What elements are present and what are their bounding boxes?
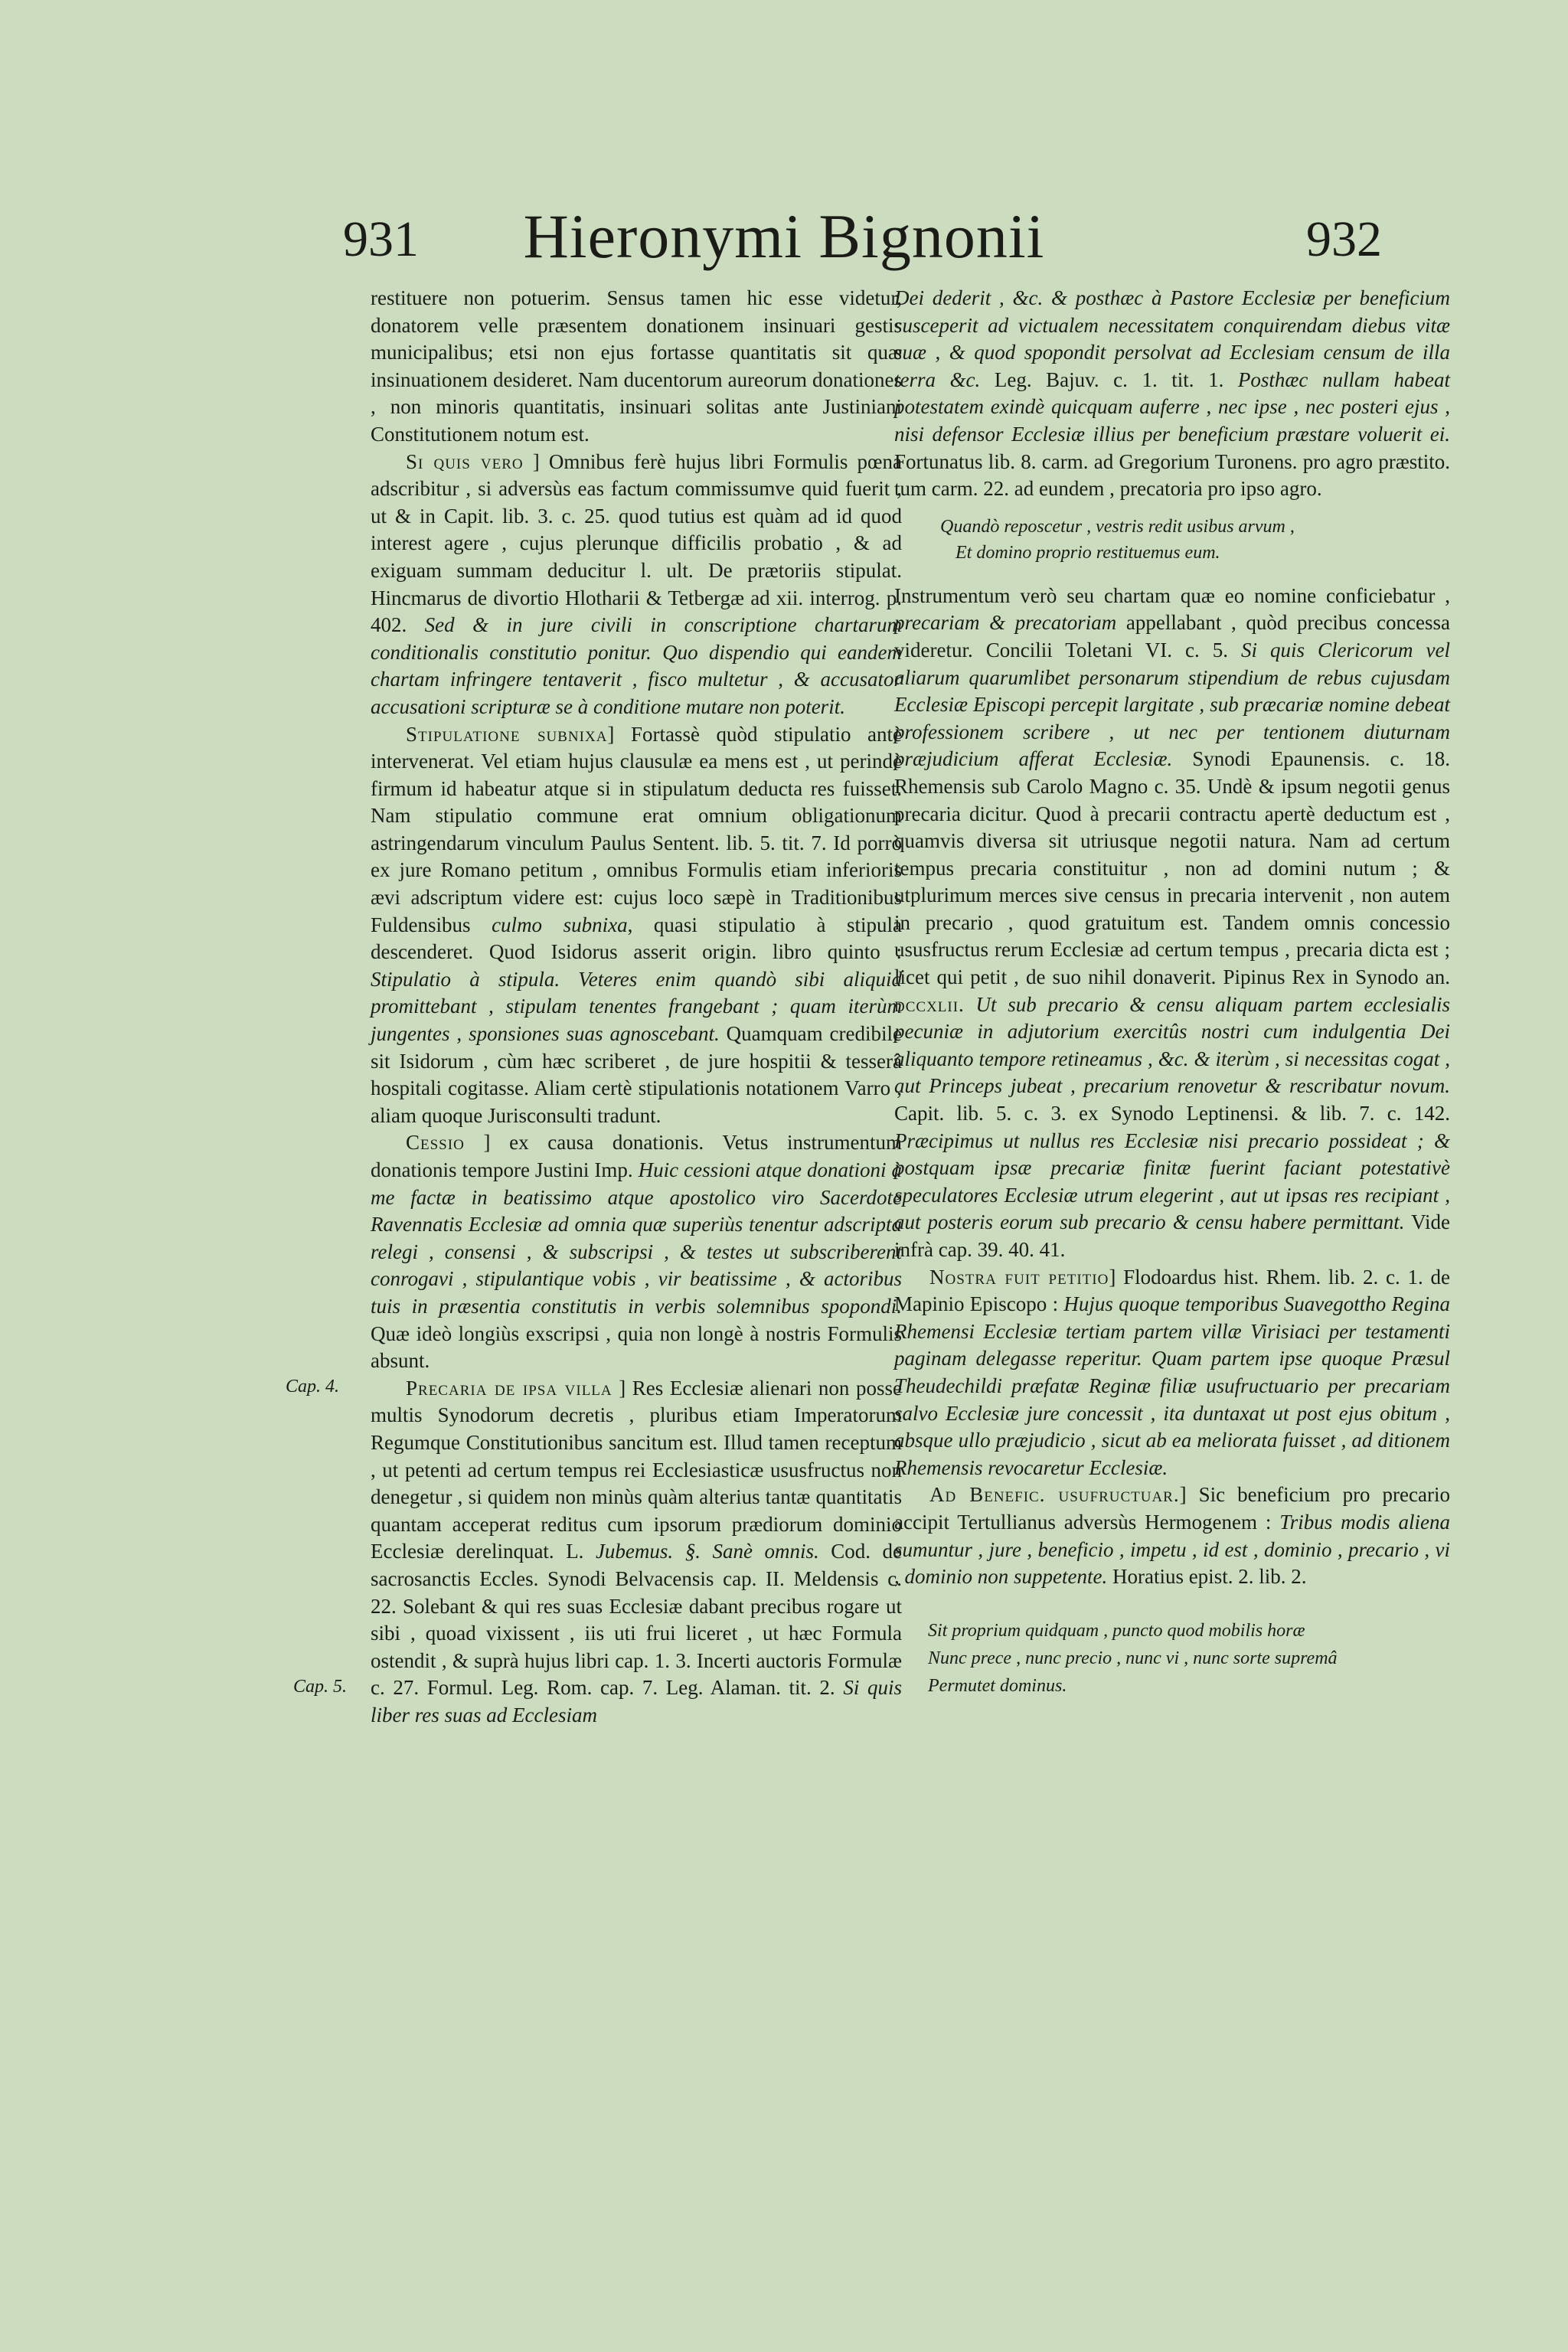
verse-quotation [940, 514, 1450, 566]
text: ] Omnibus ferè hujus libri Formulis pœna adscribitur , si adversùs eas factum commissumve quid fuerit , ut & in Capit. lib. 3. c. 25. quod tutius est quàm ad id quod interest agere , cujus plerunque difficilis probatio , & ad exiguam summam deducitur l. ult. De prætoriis stipulat. Hincmarus de divortio Hlotharii & Tetbergæ ad xii. interrog. p. 402. [371, 449, 902, 637]
verse-line: Quandò reposcetur , vestris redit usibus arvum , [940, 516, 1295, 537]
text: ] Flodoardus hist. Rhem. lib. 2. c. 1. de Mapinio Episcopo : [894, 1265, 1450, 1316]
text: restituere non potuerim. Sensus tamen hic esse videtur, donatorem velle præsentem donationem insinuari gestis municipalibus; etsi non ejus fortasse quantitatis sit quæ insinuationem desideret. Nam ducentorum aureorum donationes , non minoris quantitatis, insinuari solitas ante Justiniani Constitutionem notum est. [371, 286, 902, 446]
text: ] ex causa donationis. Vetus instrumentum donationis tempore Justini Imp. [371, 1131, 902, 1181]
paragraph [894, 583, 1450, 1264]
quotation: Sed & in jure civili in conscriptione chartarum conditionalis constitutio ponitur. Quo dispendio qui eandem chartam infringere tentaverit , fisco multetur , & accusator accusationi scripturæ se à conditione mutare non poterit. [371, 613, 903, 718]
paragraph [371, 285, 902, 449]
verse-line: Permutet dominus. [928, 1675, 1067, 1696]
paragraph [371, 1129, 902, 1374]
text: Leg. Bajuv. c. 1. tit. 1. [994, 368, 1224, 391]
quotation: Hujus quoque temporibus Suavegottho Regina Rhemensi Ecclesiæ tertiam partem villæ Virisiaci per testamenti paginam delegasse reperitur. Quam partem ipse quoque Præsul Theudechildi præfatæ Reginæ filiæ usufructuario per precariam salvo Ecclesiæ jure concessit , ita duntaxat ut post ejus obitum , absque ullo præjudicio , sicut ab ea meliorata fuisset , ad ditionem Rhemensis revocaretur Ecclesiæ. [894, 1292, 1450, 1479]
page-number-right: 932 [1306, 211, 1382, 267]
margin-note-cap-4: Cap. 4. [286, 1377, 340, 1396]
lemma: Ad Benefic. usufructuar. [929, 1483, 1180, 1507]
text: Vide infrà cap. 39. 40. 41. [894, 1210, 1450, 1261]
text: ] Fortassè quòd stipulatio antè intervenerat. Vel etiam hujus clausulæ ea mens est , ut perindè firmum id habeatur atque si in stipulatum deducta res fuisset. Nam stipulatio commune erat omnium obligationum astringendarum vinculum Paulus Sentent. lib. 5. tit. 7. Id porrò ex jure Romano petitum , omnibus Formulis etiam inferioris ævi adscriptum videre est: cujus loco sæpè in Traditionibus Fuldensibus [371, 722, 902, 936]
text: Synodi Epaunensis. c. 18. Rhemensis sub Carolo Magno c. 35. Undè & ipsum negotii genus precaria dicitur. Quod à precarii contractu apertè deductum est , quamvis diversa sit utriusque negotii natura. Nam ad certum tempus precaria constituitur , non ad domini nutum ; & utplurimum merces sive census in precaria intervenit , non autem in precario , quod gratuitum est. Tandem omnis concessio ususfructus rerum Ecclesiæ ad certum tempus , precaria dicta est ; licet qui petit , de suo nihil donaverit. Pipinus Rex in Synodo an. [894, 747, 1451, 989]
quotation: culmo subnixa [492, 913, 628, 936]
text: ] Res Ecclesiæ alienari non posse multis Synodorum decretis , pluribus etiam Imperatorum Regumque Constitutionibus sancitum est. Illud tamen receptum , ut petenti ad certum tempus rei Ecclesiasticæ ususfructus non denegetur , si quidem non minùs quàm alterius tantæ quantitatis quantam acceperat reditus cum ipsorum prædiorum dominio Ecclesiæ derelinquat. L. [371, 1376, 903, 1563]
margin-note-cap-5: Cap. 5. [293, 1677, 348, 1697]
running-head: Hieronymi Bignonii [523, 201, 1045, 271]
lemma: Si quis vero [406, 449, 524, 473]
paragraph [894, 285, 1450, 503]
text: ] Sic beneficium pro precario accipit Tertullianus adversùs Hermogenem : [894, 1483, 1450, 1534]
text: Instrumentum verò seu chartam quæ eo nomine conficiebatur , [894, 583, 1450, 607]
lemma: Cessio [406, 1131, 465, 1155]
quotation: Ut sub precario & censu aliquam partem ecclesialis pecuniæ in adjutorium exercitûs nostri cum indulgentia Dei aliquanto tempore retineamus , &c. & iterùm , si necessitas cogat , aut Princeps jubeat , precarium renovetur & rescribatur novum. [894, 992, 1451, 1098]
paragraph [371, 1375, 902, 1730]
lemma: Precaria de ipsa villa [406, 1376, 612, 1400]
left-column [371, 285, 902, 1729]
text: Horatius epist. 2. lib. 2. [1112, 1565, 1307, 1589]
paragraph [894, 1264, 1450, 1482]
quotation: Jubemus. §. Sanè omnis. [595, 1540, 819, 1563]
paragraph [371, 721, 902, 1130]
quotation: Præcipimus ut nullus res Ecclesiæ nisi precario possideat ; & postquam ipsæ precariæ finitæ fuerint faciant potestativè speculatores Ecclesiæ utrum elegerint , aut ut ipsas res recipiant , aut posteris eorum sub precario & censu habere permittant. [894, 1129, 1450, 1234]
lemma: Nostra fuit petitio [929, 1265, 1109, 1289]
paragraph [894, 1481, 1450, 1590]
text: Cod. de sacrosanctis Eccles. Synodi Belvacensis cap. II. Meldensis c. 22. Solebant & qui res suas Ecclesiæ dabant precibus rogare ut sibi , quoad vixissent , iis uti frui liceret , ut hæc Formula ostendit , & suprà hujus libri cap. 1. 3. Incerti auctoris Formulæ c. 27. Formul. Leg. Rom. cap. 7. Leg. Alaman. tit. 2. [371, 1540, 902, 1700]
text: Quæ ideò longiùs exscripsi , quia non longè à nostris Formulis absunt. [371, 1321, 902, 1373]
text: Fortunatus lib. 8. carm. ad Gregorium Turonens. pro agro præstito. tum carm. 22. ad eundem , precatoria pro ipso agro. [894, 449, 1450, 501]
quotation: Tribus modis aliena sumuntur , jure , beneficio , impetu , id est , dominio , precario , vi , dominio non suppetente. [894, 1510, 1450, 1589]
quotation: Dei dederit , &c. & posthæc à Pastore Ecclesiæ per beneficium susceperit ad victualem necessitatem conquirendam diebus vitæ suæ , & quod spopondit persolvat ad Ecclesiam censum de illa terra &c. [894, 286, 1450, 391]
quotation: Huic cessioni atque donationi à me factæ in beatissimo atque apostolico viro Sacerdote Ravennatis Ecclesiæ ad omnia quæ superiùs tenentur adscripta relegi , consensi , & subscripsi , & testes ut subscriberent conrogavi , stipulantique vobis , vir beatissime , & actoribus tuis in præsentia constitutis in verbis solemnibus spopondi. [371, 1158, 902, 1318]
quotation: precariam & precatoriam [894, 611, 1117, 635]
quotation: Stipulatio à stipula. Veteres enim quandò sibi aliquid promittebant , stipulam tenentes frangebant ; quam iterùm jungentes , sponsiones suas agnoscebant. [371, 967, 902, 1046]
text: appellabant , quòd precibus concessa videretur. Concilii Toletani VI. c. 5. [894, 611, 1451, 662]
quotation: Si quis Clericorum vel aliarum quarumlibet personarum stipendium de rebus cujusdam Ecclesiæ Episcopi percepit largitate , sub præcariæ nomine debeat professionem scribere , ut nec per tentionem diuturnam præjudicium afferat Ecclesiæ. [894, 638, 1450, 771]
verse-quotation [928, 1617, 1450, 1700]
right-column [894, 285, 1450, 1700]
text: , quasi stipulatio à stipula descenderet. Quod Isidorus asserit origin. libro quinto : [371, 913, 902, 964]
quotation: Si quis liber res suas ad Ecclesiam [371, 1676, 902, 1726]
paragraph [371, 449, 902, 721]
verse-line: Nunc prece , nunc precio , nunc vi , nunc sorte supremâ [928, 1648, 1338, 1668]
verse-line: Et domino proprio restituemus eum. [956, 542, 1220, 563]
text: Quamquam credibile sit Isidorum , cùm hæc scriberet , de jure hospitii & tesserâ hospitali cogitasse. Aliam certè stipulationis notationem Varro , aliam quoque Jurisconsulti tradunt. [371, 1022, 903, 1127]
year-numeral: dccxlii. [894, 992, 965, 1016]
lemma: Stipulatione subnixa [406, 722, 608, 746]
verse-line: Sit proprium quidquam , puncto quod mobilis horæ [928, 1620, 1305, 1641]
quotation: Posthæc nullam habeat potestatem exindè quicquam auferre , nec ipse , nec posteri ejus , nisi defensor Ecclesiæ illius per beneficium præstare voluerit ei. [894, 368, 1450, 446]
page-number-left: 931 [343, 211, 419, 267]
text: Capit. lib. 5. c. 3. ex Synodo Leptinensi. & lib. 7. c. 142. [894, 1102, 1450, 1125]
